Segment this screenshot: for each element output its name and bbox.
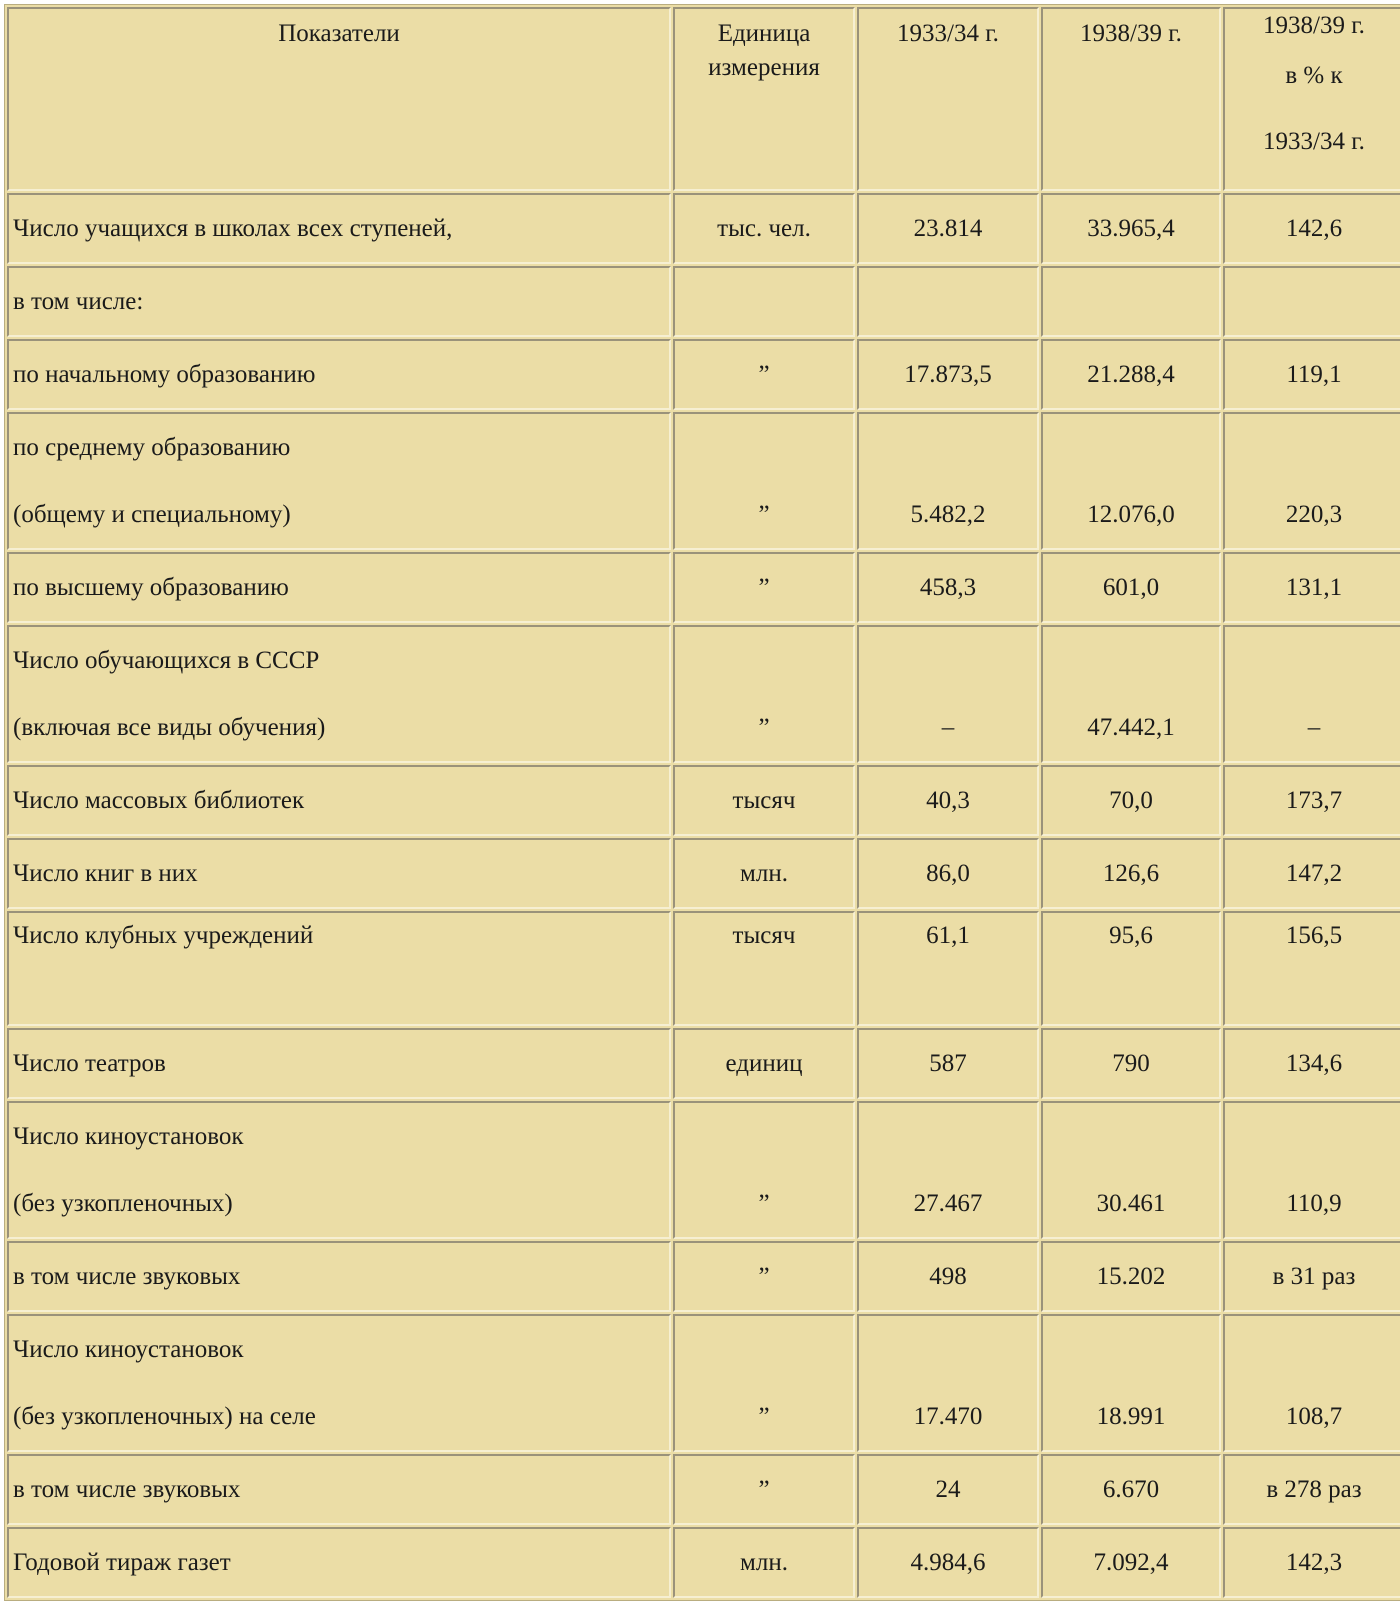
unit-cell: млн. bbox=[673, 1527, 855, 1598]
indicator-cell: в том числе звуковых bbox=[7, 1241, 671, 1312]
unit-cell: ” bbox=[673, 339, 855, 410]
value-1933-cell: – bbox=[857, 625, 1039, 763]
indicator-cell: по высшему образованию bbox=[7, 552, 671, 623]
unit-cell: млн. bbox=[673, 838, 855, 909]
indicator-cell: в том числе: bbox=[7, 266, 671, 337]
value-1938-cell: 21.288,4 bbox=[1041, 339, 1221, 410]
value-1938-cell: 15.202 bbox=[1041, 1241, 1221, 1312]
table-row bbox=[7, 911, 1400, 1026]
statistics-table bbox=[4, 4, 1400, 1601]
value-1938-cell: 47.442,1 bbox=[1041, 625, 1221, 763]
value-1933-cell: 17.873,5 bbox=[857, 339, 1039, 410]
unit-cell: тыс. чел. bbox=[673, 193, 855, 264]
table-row bbox=[7, 838, 1400, 909]
value-1933-cell: 86,0 bbox=[857, 838, 1039, 909]
percent-cell: 134,6 bbox=[1223, 1028, 1400, 1099]
header-year-1933: 1933/34 г. bbox=[857, 7, 1039, 191]
table-row bbox=[7, 625, 1400, 763]
percent-cell: 147,2 bbox=[1223, 838, 1400, 909]
unit-cell: единиц bbox=[673, 1028, 855, 1099]
indicator-cell: по среднему образованию (общему и специальному) bbox=[7, 412, 671, 550]
unit-cell bbox=[673, 266, 855, 337]
indicator-cell: по начальному образованию bbox=[7, 339, 671, 410]
value-1933-cell: 27.467 bbox=[857, 1101, 1039, 1239]
value-1938-cell: 790 bbox=[1041, 1028, 1221, 1099]
unit-cell: ” bbox=[673, 1101, 855, 1239]
value-1938-cell: 30.461 bbox=[1041, 1101, 1221, 1239]
value-1933-cell: 23.814 bbox=[857, 193, 1039, 264]
percent-cell: 108,7 bbox=[1223, 1314, 1400, 1452]
header-unit: Единица измерения bbox=[673, 7, 855, 191]
value-1938-cell: 18.991 bbox=[1041, 1314, 1221, 1452]
table-row bbox=[7, 412, 1400, 550]
unit-cell: тысяч bbox=[673, 911, 855, 1026]
value-1938-cell: 601,0 bbox=[1041, 552, 1221, 623]
table-row bbox=[7, 1527, 1400, 1598]
percent-cell: 173,7 bbox=[1223, 765, 1400, 836]
table-row bbox=[7, 193, 1400, 264]
header-indicator: Показатели bbox=[7, 7, 671, 191]
value-1933-cell: 24 bbox=[857, 1454, 1039, 1525]
value-1938-cell: 7.092,4 bbox=[1041, 1527, 1221, 1598]
table-row bbox=[7, 1314, 1400, 1452]
unit-cell: ” bbox=[673, 412, 855, 550]
percent-cell bbox=[1223, 266, 1400, 337]
percent-cell: 142,3 bbox=[1223, 1527, 1400, 1598]
value-1933-cell: 587 bbox=[857, 1028, 1039, 1099]
value-1938-cell: 6.670 bbox=[1041, 1454, 1221, 1525]
table-row bbox=[7, 765, 1400, 836]
percent-cell: – bbox=[1223, 625, 1400, 763]
indicator-cell: Число театров bbox=[7, 1028, 671, 1099]
unit-cell: ” bbox=[673, 1454, 855, 1525]
header-percent: 1938/39 г. в % к 1933/34 г. bbox=[1223, 7, 1400, 191]
value-1933-cell: 5.482,2 bbox=[857, 412, 1039, 550]
header-year-1938: 1938/39 г. bbox=[1041, 7, 1221, 191]
value-1938-cell: 126,6 bbox=[1041, 838, 1221, 909]
indicator-cell: Число киноустановок (без узкопленочных) на селе bbox=[7, 1314, 671, 1452]
value-1933-cell: 40,3 bbox=[857, 765, 1039, 836]
table-row bbox=[7, 552, 1400, 623]
unit-cell: ” bbox=[673, 1314, 855, 1452]
unit-cell: ” bbox=[673, 1241, 855, 1312]
value-1933-cell: 458,3 bbox=[857, 552, 1039, 623]
value-1933-cell: 498 bbox=[857, 1241, 1039, 1312]
percent-cell: 110,9 bbox=[1223, 1101, 1400, 1239]
percent-cell: 156,5 bbox=[1223, 911, 1400, 1026]
value-1938-cell: 33.965,4 bbox=[1041, 193, 1221, 264]
value-1938-cell bbox=[1041, 266, 1221, 337]
percent-cell: 142,6 bbox=[1223, 193, 1400, 264]
value-1933-cell: 4.984,6 bbox=[857, 1527, 1039, 1598]
percent-cell: 131,1 bbox=[1223, 552, 1400, 623]
percent-cell: 119,1 bbox=[1223, 339, 1400, 410]
indicator-cell: Число обучающихся в СССР (включая все виды обучения) bbox=[7, 625, 671, 763]
unit-cell: тысяч bbox=[673, 765, 855, 836]
percent-cell: 220,3 bbox=[1223, 412, 1400, 550]
indicator-cell: Годовой тираж газет bbox=[7, 1527, 671, 1598]
table-row bbox=[7, 339, 1400, 410]
table-row bbox=[7, 1028, 1400, 1099]
indicator-cell: Число массовых библиотек bbox=[7, 765, 671, 836]
value-1933-cell bbox=[857, 266, 1039, 337]
value-1933-cell: 61,1 bbox=[857, 911, 1039, 1026]
unit-cell: ” bbox=[673, 625, 855, 763]
indicator-cell: Число клубных учреждений bbox=[7, 911, 671, 1026]
header-row bbox=[7, 7, 1400, 191]
value-1938-cell: 95,6 bbox=[1041, 911, 1221, 1026]
unit-cell: ” bbox=[673, 552, 855, 623]
value-1933-cell: 17.470 bbox=[857, 1314, 1039, 1452]
value-1938-cell: 70,0 bbox=[1041, 765, 1221, 836]
table-row bbox=[7, 1454, 1400, 1525]
table-row bbox=[7, 266, 1400, 337]
value-1938-cell: 12.076,0 bbox=[1041, 412, 1221, 550]
percent-cell: в 278 раз bbox=[1223, 1454, 1400, 1525]
indicator-cell: Число учащихся в школах всех ступеней, bbox=[7, 193, 671, 264]
table-row bbox=[7, 1101, 1400, 1239]
percent-cell: в 31 раз bbox=[1223, 1241, 1400, 1312]
indicator-cell: Число книг в них bbox=[7, 838, 671, 909]
indicator-cell: Число киноустановок (без узкопленочных) bbox=[7, 1101, 671, 1239]
indicator-cell: в том числе звуковых bbox=[7, 1454, 671, 1525]
